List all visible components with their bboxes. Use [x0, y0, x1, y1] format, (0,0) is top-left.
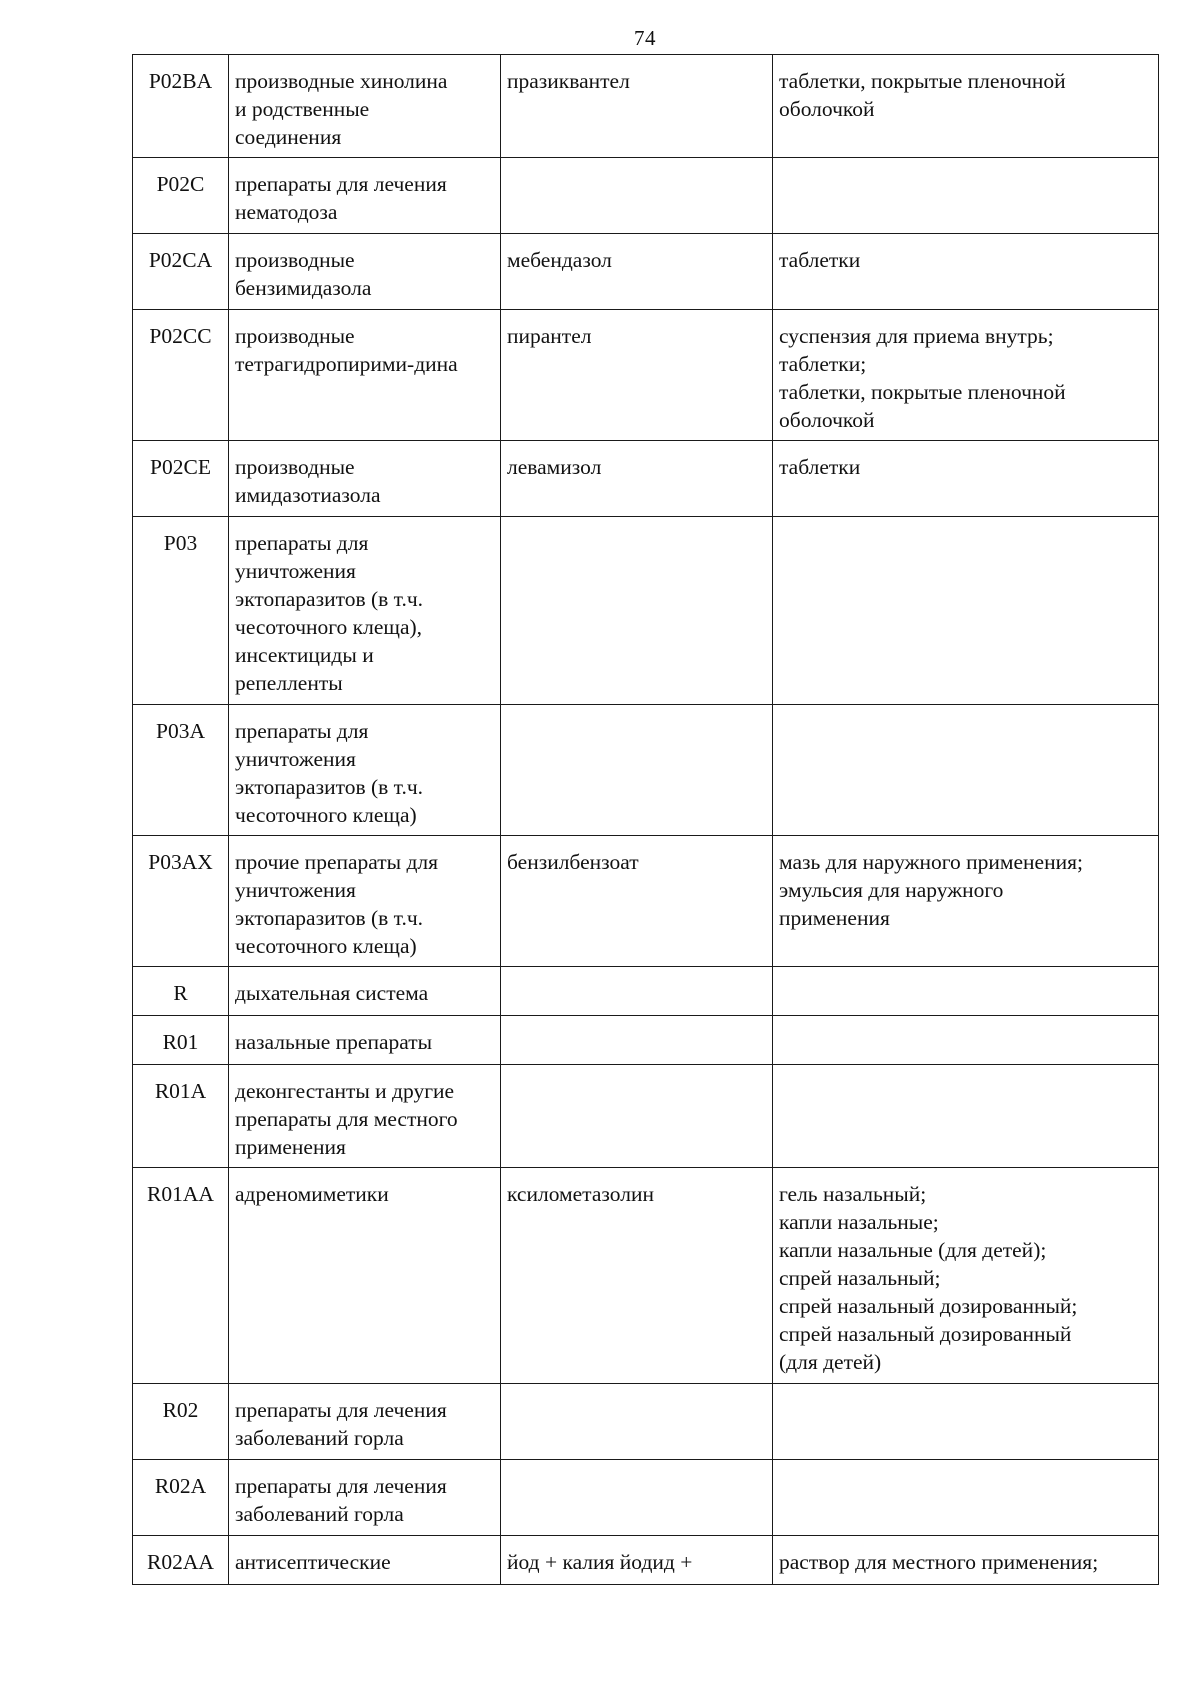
atc-code-cell: R01A: [133, 1065, 229, 1168]
drug-name-cell: бензилбензоат: [501, 836, 773, 967]
dosage-form-line: эмульсия для наружного: [779, 878, 1004, 902]
dosage-form-line: таблетки, покрытые пленочной: [779, 380, 1066, 404]
table-row: [133, 234, 1159, 310]
table-row: [133, 705, 1159, 836]
dosage-form-line: капли назальные;: [779, 1210, 939, 1234]
group-name-line: препараты для лечения: [235, 1474, 447, 1498]
group-name-cell: [229, 1536, 501, 1585]
group-name-line: препараты для: [235, 719, 369, 743]
group-name-line: адреномиметики: [235, 1182, 389, 1206]
dosage-forms-cell: [773, 1460, 1159, 1536]
dosage-form-line: гель назальный;: [779, 1182, 927, 1206]
group-name-line: назальные препараты: [235, 1030, 433, 1054]
atc-code-cell: P02BA: [133, 55, 229, 158]
group-name-line: эктопаразитов (в т.ч.: [235, 587, 424, 611]
drug-name-cell: [501, 1384, 773, 1460]
group-name-line: препараты для: [235, 531, 369, 555]
group-name-line: деконгестанты и другие: [235, 1079, 455, 1103]
dosage-forms-cell: [773, 55, 1159, 158]
dosage-forms-cell: [773, 158, 1159, 234]
group-name-cell: [229, 1168, 501, 1384]
group-name-line: тетрагидропирими-дина: [235, 352, 458, 376]
table-row: [133, 967, 1159, 1016]
drug-classification-table: [132, 54, 1159, 1585]
group-name-line: препараты для лечения: [235, 1398, 447, 1422]
group-name-line: бензимидазола: [235, 276, 372, 300]
group-name-line: уничтожения: [235, 559, 356, 583]
group-name-line: производные хинолина: [235, 69, 448, 93]
group-name-line: уничтожения: [235, 878, 356, 902]
drug-name-cell: ксилометазолин: [501, 1168, 773, 1384]
group-name-line: соединения: [235, 125, 342, 149]
group-name-cell: [229, 1460, 501, 1536]
group-name-line: инсектициды и: [235, 643, 374, 667]
group-name-line: чесоточного клеща): [235, 934, 417, 958]
table-row: [133, 517, 1159, 705]
atc-code-cell: P02CC: [133, 310, 229, 441]
dosage-forms-cell: [773, 1168, 1159, 1384]
dosage-form-line: (для детей): [779, 1350, 882, 1374]
drug-name-cell: пирантел: [501, 310, 773, 441]
drug-name-cell: йод + калия йодид +: [501, 1536, 773, 1585]
dosage-form-line: мазь для наружного применения;: [779, 850, 1083, 874]
drug-name-cell: мебендазол: [501, 234, 773, 310]
group-name-line: имидазотиазола: [235, 483, 381, 507]
dosage-forms-cell: [773, 441, 1159, 517]
group-name-cell: [229, 705, 501, 836]
drug-name-cell: [501, 967, 773, 1016]
drug-name-cell: [501, 1065, 773, 1168]
atc-code-cell: P03A: [133, 705, 229, 836]
table-row: [133, 1016, 1159, 1065]
atc-code-cell: P03: [133, 517, 229, 705]
group-name-cell: [229, 517, 501, 705]
table-row: [133, 310, 1159, 441]
dosage-forms-cell: [773, 1536, 1159, 1585]
drug-name-cell: празиквантел: [501, 55, 773, 158]
drug-name-cell: [501, 1460, 773, 1536]
dosage-forms-cell: [773, 234, 1159, 310]
group-name-line: эктопаразитов (в т.ч.: [235, 775, 424, 799]
dosage-forms-cell: [773, 967, 1159, 1016]
table-row: [133, 55, 1159, 158]
group-name-line: чесоточного клеща): [235, 803, 417, 827]
drug-name-cell: [501, 158, 773, 234]
group-name-cell: [229, 1065, 501, 1168]
dosage-forms-cell: [773, 1065, 1159, 1168]
atc-code-cell: P02CE: [133, 441, 229, 517]
table-row: [133, 1065, 1159, 1168]
table-row: [133, 441, 1159, 517]
table-body: [133, 55, 1159, 1585]
dosage-form-line: капли назальные (для детей);: [779, 1238, 1047, 1262]
table-row: [133, 836, 1159, 967]
group-name-line: чесоточного клеща),: [235, 615, 423, 639]
group-name-line: производные: [235, 248, 355, 272]
group-name-line: заболеваний горла: [235, 1502, 404, 1526]
dosage-form-line: оболочкой: [779, 408, 875, 432]
group-name-line: препараты для местного: [235, 1107, 458, 1131]
group-name-line: препараты для лечения: [235, 172, 447, 196]
group-name-line: заболеваний горла: [235, 1426, 404, 1450]
drug-name-cell: [501, 1016, 773, 1065]
dosage-form-line: таблетки: [779, 248, 861, 272]
drug-name-cell: [501, 517, 773, 705]
table-row: [133, 1460, 1159, 1536]
dosage-form-line: таблетки, покрытые пленочной: [779, 69, 1066, 93]
dosage-form-line: спрей назальный дозированный: [779, 1322, 1072, 1346]
dosage-form-line: спрей назальный;: [779, 1266, 941, 1290]
group-name-cell: [229, 55, 501, 158]
group-name-line: дыхательная система: [235, 981, 429, 1005]
group-name-cell: [229, 158, 501, 234]
atc-code-cell: R01AA: [133, 1168, 229, 1384]
dosage-forms-cell: [773, 1384, 1159, 1460]
group-name-cell: [229, 1384, 501, 1460]
group-name-line: применения: [235, 1135, 346, 1159]
group-name-cell: [229, 234, 501, 310]
group-name-cell: [229, 1016, 501, 1065]
dosage-forms-cell: [773, 517, 1159, 705]
dosage-forms-cell: [773, 836, 1159, 967]
group-name-line: антисептические: [235, 1550, 391, 1574]
group-name-cell: [229, 967, 501, 1016]
table-row: [133, 158, 1159, 234]
group-name-line: уничтожения: [235, 747, 356, 771]
dosage-form-line: таблетки;: [779, 352, 867, 376]
table-row: [133, 1536, 1159, 1585]
dosage-form-line: раствор для местного применения;: [779, 1550, 1099, 1574]
dosage-forms-cell: [773, 310, 1159, 441]
dosage-form-line: применения: [779, 906, 890, 930]
group-name-cell: [229, 310, 501, 441]
group-name-line: производные: [235, 455, 355, 479]
group-name-line: нематодоза: [235, 200, 338, 224]
page-number: 74: [634, 26, 656, 50]
atc-code-cell: R02A: [133, 1460, 229, 1536]
dosage-forms-cell: [773, 1016, 1159, 1065]
group-name-line: репелленты: [235, 671, 343, 695]
atc-code-cell: R02: [133, 1384, 229, 1460]
drug-name-cell: левамизол: [501, 441, 773, 517]
atc-code-cell: R02AA: [133, 1536, 229, 1585]
group-name-line: производные: [235, 324, 355, 348]
dosage-form-line: таблетки: [779, 455, 861, 479]
dosage-forms-cell: [773, 705, 1159, 836]
dosage-form-line: оболочкой: [779, 97, 875, 121]
atc-code-cell: R: [133, 967, 229, 1016]
dosage-form-line: спрей назальный дозированный;: [779, 1294, 1078, 1318]
atc-code-cell: P02C: [133, 158, 229, 234]
atc-code-cell: R01: [133, 1016, 229, 1065]
group-name-cell: [229, 441, 501, 517]
drug-name-cell: [501, 705, 773, 836]
table-row: [133, 1384, 1159, 1460]
table-row: [133, 1168, 1159, 1384]
group-name-line: прочие препараты для: [235, 850, 439, 874]
group-name-line: и родственные: [235, 97, 370, 121]
atc-code-cell: P02CA: [133, 234, 229, 310]
group-name-cell: [229, 836, 501, 967]
group-name-line: эктопаразитов (в т.ч.: [235, 906, 424, 930]
dosage-form-line: суспензия для приема внутрь;: [779, 324, 1054, 348]
atc-code-cell: P03AX: [133, 836, 229, 967]
